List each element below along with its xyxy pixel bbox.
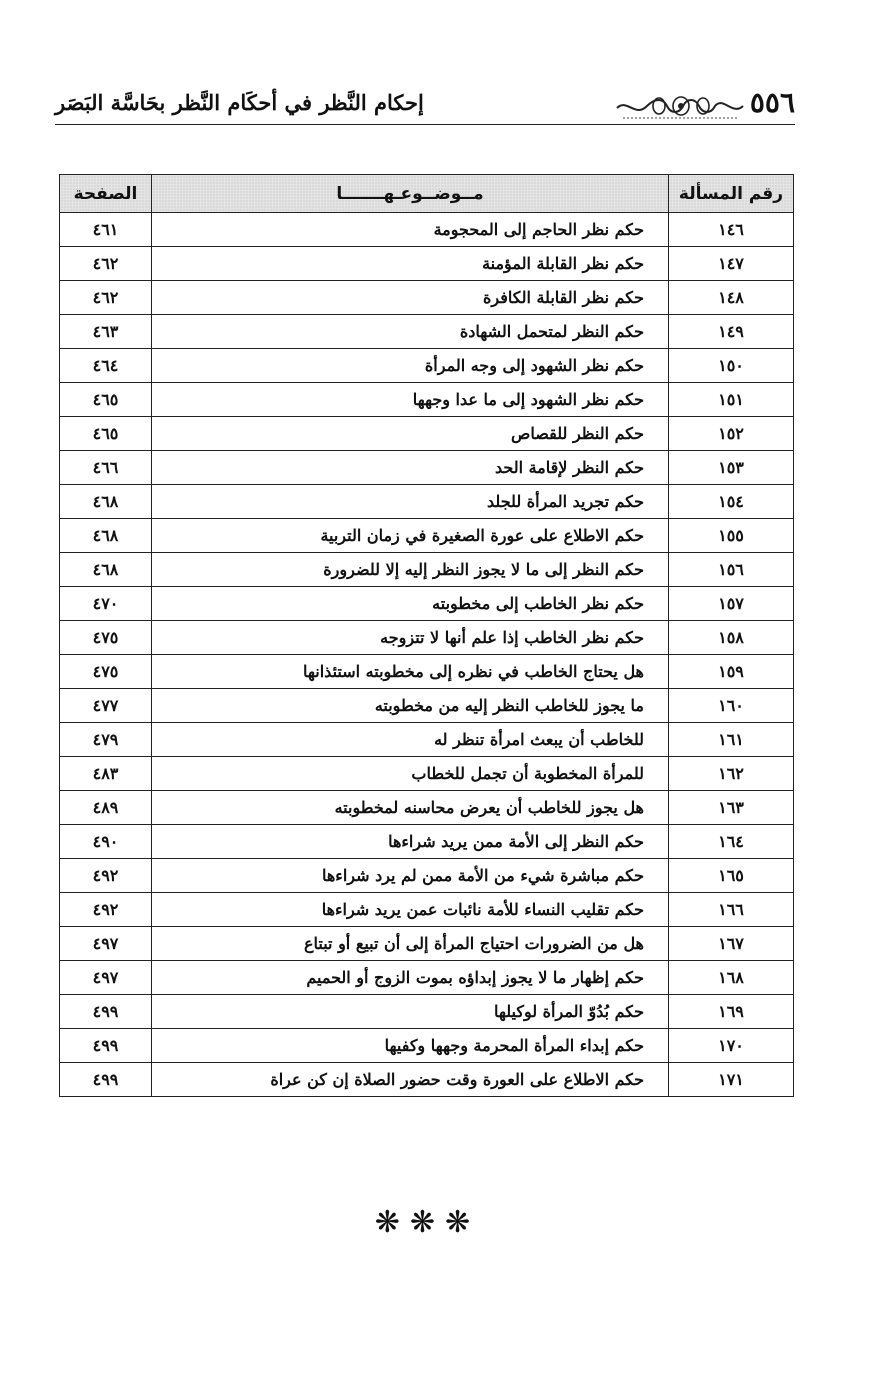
table-row <box>60 757 794 791</box>
book-title: إحكام النَّظر في أحكَام النَّظر بحَاسَّة البَصَر <box>55 90 424 115</box>
page-ref: ٤٩٠ <box>60 825 152 859</box>
page-ref: ٤٦٥ <box>60 383 152 417</box>
page-ref: ٤٩٢ <box>60 893 152 927</box>
table-row <box>60 859 794 893</box>
table-row <box>60 213 794 247</box>
table-row <box>60 689 794 723</box>
question-number: ١٤٧ <box>669 247 794 281</box>
table-row <box>60 553 794 587</box>
topic: حكم نظر الشهود إلى وجه المرأة <box>152 349 669 383</box>
footer-stars: ❋❋❋ <box>374 1205 481 1240</box>
table-row <box>60 1063 794 1097</box>
question-number: ١٥٥ <box>669 519 794 553</box>
page-ref: ٤٧٠ <box>60 587 152 621</box>
page-header <box>55 86 795 130</box>
table-row <box>60 791 794 825</box>
page-ref: ٤٦٥ <box>60 417 152 451</box>
topic: حكم مباشرة شيء من الأمة ممن لم يرد شراءها <box>152 859 669 893</box>
topic: حكم نظر القابلة الكافرة <box>152 281 669 315</box>
table-row <box>60 587 794 621</box>
table-row <box>60 349 794 383</box>
table-row <box>60 451 794 485</box>
question-number: ١٦٢ <box>669 757 794 791</box>
table-row <box>60 247 794 281</box>
page-ref: ٤٩٩ <box>60 1029 152 1063</box>
question-number: ١٥١ <box>669 383 794 417</box>
topic: هل يحتاج الخاطب في نظره إلى مخطوبته استئذانها <box>152 655 669 689</box>
topics-table <box>59 174 794 1097</box>
question-number: ١٦٥ <box>669 859 794 893</box>
topic: حكم تجريد المرأة للجلد <box>152 485 669 519</box>
question-number: ١٦٨ <box>669 961 794 995</box>
table-row <box>60 655 794 689</box>
table-row <box>60 1029 794 1063</box>
page-ref: ٤٦٨ <box>60 519 152 553</box>
question-number: ١٥٩ <box>669 655 794 689</box>
question-number: ١٧١ <box>669 1063 794 1097</box>
topic: حكم إظهار ما لا يجوز إبداؤه بموت الزوج أو الحميم <box>152 961 669 995</box>
table-row <box>60 825 794 859</box>
ornament-icon <box>615 92 745 122</box>
page-ref: ٤٩٧ <box>60 961 152 995</box>
page-ref: ٤٩٩ <box>60 995 152 1029</box>
question-number: ١٦٩ <box>669 995 794 1029</box>
table-row <box>60 281 794 315</box>
topic: حكم إبداء المرأة المحرمة وجهها وكفيها <box>152 1029 669 1063</box>
question-number: ١٦٦ <box>669 893 794 927</box>
question-number: ١٦٤ <box>669 825 794 859</box>
header-rule <box>55 124 795 125</box>
page-ref: ٤٩٧ <box>60 927 152 961</box>
page-ref: ٤٦٨ <box>60 553 152 587</box>
question-number: ١٥٠ <box>669 349 794 383</box>
header-topic: مــوضــوعـهـــــــا <box>152 175 669 213</box>
topic: حكم نظر الخاطب إلى مخطوبته <box>152 587 669 621</box>
topic: ما يجوز للخاطب النظر إليه من مخطوبته <box>152 689 669 723</box>
topic: حكم النظر لمتحمل الشهادة <box>152 315 669 349</box>
question-number: ١٦٣ <box>669 791 794 825</box>
page-ref: ٤٦١ <box>60 213 152 247</box>
page-ref: ٤٧٥ <box>60 621 152 655</box>
page-number: ٥٥٦ <box>749 86 795 119</box>
question-number: ١٧٠ <box>669 1029 794 1063</box>
question-number: ١٥٢ <box>669 417 794 451</box>
table-row <box>60 621 794 655</box>
table-row <box>60 995 794 1029</box>
topic: للخاطب أن يبعث امرأة تنظر له <box>152 723 669 757</box>
table-row <box>60 893 794 927</box>
topic: حكم النظر للقصاص <box>152 417 669 451</box>
page-ref: ٤٦٤ <box>60 349 152 383</box>
page-ref: ٤٦٣ <box>60 315 152 349</box>
page-ref: ٤٩٩ <box>60 1063 152 1097</box>
topic: حكم نظر الشهود إلى ما عدا وجهها <box>152 383 669 417</box>
page-ref: ٤٧٧ <box>60 689 152 723</box>
table-row <box>60 485 794 519</box>
table-row <box>60 315 794 349</box>
question-number: ١٦٠ <box>669 689 794 723</box>
table-row <box>60 417 794 451</box>
question-number: ١٦٧ <box>669 927 794 961</box>
topic: حكم نظر الخاطب إذا علم أنها لا تتزوجه <box>152 621 669 655</box>
topic: حكم النظر إلى الأمة ممن يريد شراءها <box>152 825 669 859</box>
topic: للمرأة المخطوبة أن تجمل للخطاب <box>152 757 669 791</box>
header-number: رقم المسألة <box>669 175 794 213</box>
topic: حكم النظر إلى ما لا يجوز النظر إليه إلا للضرورة <box>152 553 669 587</box>
question-number: ١٦١ <box>669 723 794 757</box>
page-ref: ٤٧٩ <box>60 723 152 757</box>
table-row <box>60 723 794 757</box>
page-ref: ٤٦٢ <box>60 247 152 281</box>
question-number: ١٤٦ <box>669 213 794 247</box>
question-number: ١٥٣ <box>669 451 794 485</box>
topic: هل يجوز للخاطب أن يعرض محاسنه لمخطوبته <box>152 791 669 825</box>
page-ref: ٤٦٢ <box>60 281 152 315</box>
topic: حكم نظر الحاجم إلى المحجومة <box>152 213 669 247</box>
topic: حكم نظر القابلة المؤمنة <box>152 247 669 281</box>
topic: حكم الاطلاع على عورة الصغيرة في زمان التربية <box>152 519 669 553</box>
table-row <box>60 519 794 553</box>
topic: حكم الاطلاع على العورة وقت حضور الصلاة إن كن عراة <box>152 1063 669 1097</box>
topic: حكم تقليب النساء للأمة نائبات عمن يريد شراءها <box>152 893 669 927</box>
page-ref: ٤٦٨ <box>60 485 152 519</box>
topic: هل من الضرورات احتياج المرأة إلى أن تبيع أو تبتاع <box>152 927 669 961</box>
question-number: ١٥٨ <box>669 621 794 655</box>
topic: حكم النظر لإقامة الحد <box>152 451 669 485</box>
question-number: ١٥٧ <box>669 587 794 621</box>
question-number: ١٤٨ <box>669 281 794 315</box>
page-ref: ٤٦٦ <box>60 451 152 485</box>
page-ref: ٤٨٩ <box>60 791 152 825</box>
table-header-row <box>60 175 794 213</box>
topic: حكم بُدُوّ المرأة لوكيلها <box>152 995 669 1029</box>
question-number: ١٥٤ <box>669 485 794 519</box>
question-number: ١٥٦ <box>669 553 794 587</box>
page-ref: ٤٨٣ <box>60 757 152 791</box>
question-number: ١٤٩ <box>669 315 794 349</box>
table-row <box>60 383 794 417</box>
table-row <box>60 927 794 961</box>
table-row <box>60 961 794 995</box>
header-page: الصفحة <box>60 175 152 213</box>
page-ref: ٤٧٥ <box>60 655 152 689</box>
page-ref: ٤٩٢ <box>60 859 152 893</box>
